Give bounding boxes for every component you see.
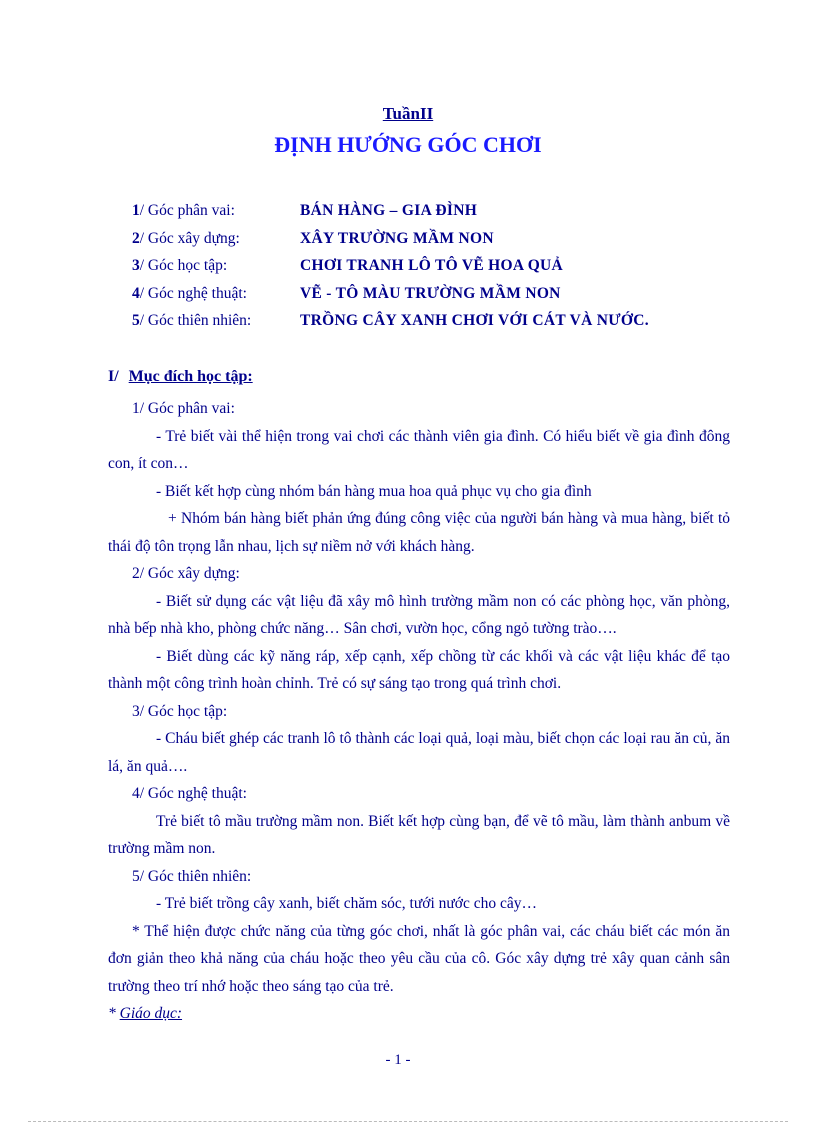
paragraph: + Nhóm bán hàng biết phản ứng đúng công việc của người bán hàng và mua hàng, biết tỏ thái độ tôn trọng lẫn nhau, lịch sự niềm nở với khách hàng.	[108, 510, 730, 555]
paragraph: - Trẻ biết vài thể hiện trong vai chơi các thành viên gia đình. Có hiểu biết về gia đình đông con, ít con…	[108, 427, 730, 472]
corner-item	[132, 230, 732, 258]
section-number: I/	[108, 368, 119, 385]
corner-label: 4/ Góc nghệ thuật:	[132, 284, 247, 302]
paragraph: - Biết kết hợp cùng nhóm bán hàng mua hoa quả phục vụ cho gia đình	[156, 482, 592, 500]
corner-label: 3/ Góc học tập:	[132, 257, 228, 274]
page-border	[28, 1121, 788, 1122]
week-title: TuầnII	[382, 104, 434, 123]
corner-label: 1/ Góc phân vai:	[132, 202, 235, 219]
subheading: 1/ Góc phân vai:	[132, 400, 235, 417]
paragraph: - Biết sử dụng các vật liệu đã xây mô hình trường mầm non có các phòng học, văn phòng, nhà bếp nhà kho, phòng chức năng… Sân chơi, vườn học, cổng ngỏ tường trào….	[108, 592, 730, 637]
corner-value: BÁN HÀNG – GIA ĐÌNH	[300, 202, 478, 219]
subheading: 4/ Góc nghệ thuật:	[132, 785, 247, 802]
subheading: 2/ Góc xây dựng:	[132, 565, 240, 582]
page-title: ĐỊNH HƯỚNG GÓC CHƠI	[274, 132, 542, 157]
section-heading	[108, 368, 253, 386]
corner-label: 2/ Góc xây dựng:	[132, 229, 240, 247]
corner-item	[132, 285, 732, 313]
corner-item	[132, 312, 732, 340]
paragraph: - Trẻ biết trồng cây xanh, biết chăm sóc, tưới nước cho cây…	[156, 895, 537, 912]
paragraph: - Cháu biết ghép các tranh lô tô thành các loại quả, loại màu, biết chọn các loại rau ăn củ, ăn lá, ăn quả….	[108, 730, 730, 775]
corner-value: VẼ - TÔ MÀU TRƯỜNG MẦM NON	[300, 284, 561, 302]
paragraph: * Thể hiện được chức năng của từng góc chơi, nhất là góc phân vai, các cháu biết các món ăn đơn giản theo khả năng của cháu hoặc theo yêu cầu của cô. Góc xây dựng trẻ xây quan cảnh sân trường theo trí nhớ hoặc theo sáng tạo của trẻ.	[108, 922, 730, 995]
corner-item	[132, 257, 732, 285]
education-heading: * Giáo dục:	[108, 1005, 183, 1022]
corner-value: XÂY TRƯỜNG MẦM NON	[300, 229, 494, 247]
page-number: - 1 -	[385, 1052, 411, 1068]
content-body	[108, 395, 730, 1028]
corner-item	[132, 202, 732, 230]
corner-label: 5/ Góc thiên nhiên:	[132, 312, 252, 329]
subheading: 5/ Góc thiên nhiên:	[132, 867, 252, 885]
section-title: Mục đích học tập:	[128, 368, 253, 385]
corner-value: TRỒNG CÂY XANH CHƠI VỚI CÁT VÀ NƯỚC.	[300, 312, 649, 329]
corner-list	[132, 202, 732, 340]
corner-value: CHƠI TRANH LÔ TÔ VẼ HOA QUẢ	[300, 257, 564, 274]
subheading: 3/ Góc học tập:	[132, 702, 228, 720]
paragraph: Trẻ biết tô mầu trường mầm non. Biết kết hợp cùng bạn, để vẽ tô mầu, làm thành anbum về trường mầm non.	[108, 812, 730, 857]
paragraph: - Biết dùng các kỹ năng ráp, xếp cạnh, xếp chồng từ các khối và các vật liệu khác để tạo thành một công trình hoàn chỉnh. Trẻ có sự sáng tạo trong quá trình chơi.	[108, 647, 730, 692]
